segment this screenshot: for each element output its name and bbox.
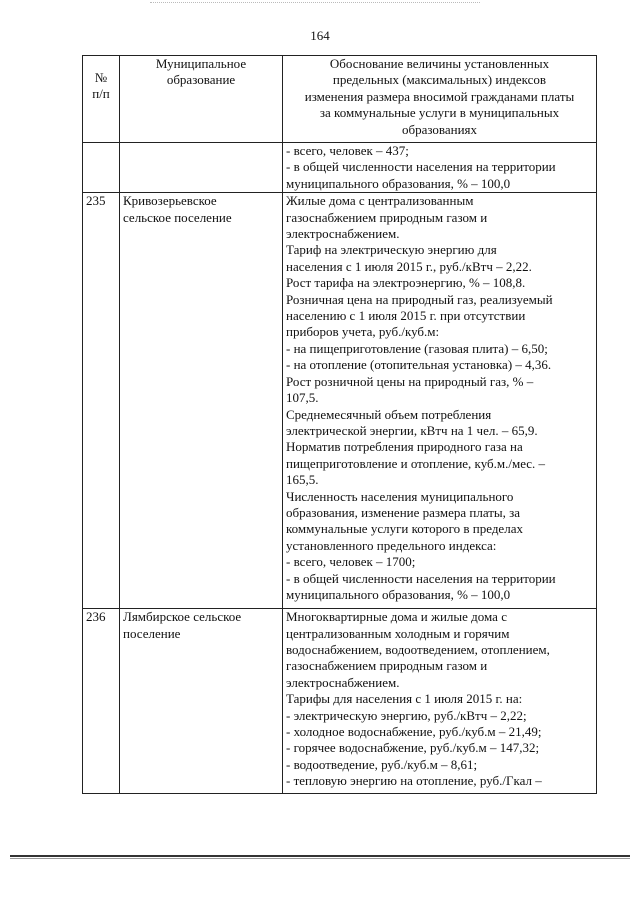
text-line: населения с 1 июля 2015 г., руб./кВтч – 2,22. xyxy=(286,258,532,274)
text-line: - на отопление (отопительная установка) – 4,36. xyxy=(286,357,552,373)
header-number-line: п/п xyxy=(92,86,110,102)
text-line: газоснабжением природным газом и xyxy=(286,209,488,225)
text-line: Рост розничной цены на природный газ, % – xyxy=(286,373,534,389)
table-row-235 xyxy=(83,193,597,609)
municipality-name-line: Лямбирское сельское xyxy=(123,609,242,625)
header-municipality xyxy=(120,56,283,143)
text-line: Тарифы для населения с 1 июля 2015 г. на: xyxy=(286,691,523,707)
header-justification xyxy=(283,56,597,143)
text-line: Многоквартирные дома и жилые дома с xyxy=(286,609,507,625)
header-number-line: № xyxy=(94,70,108,85)
text-line: электроснабжением. xyxy=(286,674,400,690)
text-line: - тепловую энергию на отопление, руб./Гкал – xyxy=(286,773,542,789)
text-line: - электрическую энергию, руб./кВтч – 2,22; xyxy=(286,707,527,723)
text-line: - холодное водоснабжение, руб./куб.м – 21,49; xyxy=(286,724,542,740)
text-line: водоснабжением, водоотведением, отоплением, xyxy=(286,642,550,658)
text-line: Жилые дома с централизованным xyxy=(286,193,474,209)
text-line: - на пищеприготовление (газовая плита) – 6,50; xyxy=(286,340,548,356)
row-number-cell: 236 xyxy=(83,609,120,794)
page-number: 164 xyxy=(310,28,330,43)
text-line: 165,5. xyxy=(286,472,319,488)
header-justification-line: за коммунальные услуги в муниципальных xyxy=(319,105,560,121)
text-line: Рост тарифа на электроэнергию, % – 108,8. xyxy=(286,275,526,291)
text-line: муниципального образования, % – 100,0 xyxy=(286,175,511,191)
municipality-name-line: поселение xyxy=(123,625,181,641)
header-justification-line: предельных (максимальных) индексов xyxy=(332,72,547,88)
text-line: Численность населения муниципального xyxy=(286,488,514,504)
row-municipality-cell xyxy=(120,193,283,609)
text-line: муниципального образования, % – 100,0 xyxy=(286,586,511,602)
row-justification-cell xyxy=(283,143,597,193)
table-row-continuation xyxy=(83,143,597,193)
table-row-236 xyxy=(83,609,597,794)
table-header-row xyxy=(83,56,597,143)
header-justification-line: образованиях xyxy=(401,121,478,137)
text-line: пищеприготовление и отопление, куб.м./мес. – xyxy=(286,455,546,471)
text-line: - в общей численности населения на территории xyxy=(286,570,556,586)
header-number xyxy=(83,56,120,143)
text-line: централизованным холодным и горячим xyxy=(286,625,510,641)
row-number-cell xyxy=(83,143,120,193)
text-line: 107,5. xyxy=(286,390,319,406)
text-line: установленного предельного индекса: xyxy=(286,537,497,553)
row-justification-cell xyxy=(283,609,597,794)
header-municipality-line: образование xyxy=(166,72,236,88)
text-line: Норматив потребления природного газа на xyxy=(286,439,523,455)
municipality-name-line: сельское поселение xyxy=(123,209,232,225)
footer-rule xyxy=(10,855,630,857)
text-line: Среднемесячный объем потребления xyxy=(286,406,492,422)
text-line: образования, изменение размера платы, за xyxy=(286,504,521,520)
text-line: электроснабжением. xyxy=(286,226,400,242)
text-line: газоснабжением природным газом и xyxy=(286,658,488,674)
text-line: коммунальные услуги которого в пределах xyxy=(286,521,523,537)
text-line: - в общей численности населения на территории xyxy=(286,159,556,175)
text-line: - водоотведение, руб./куб.м – 8,61; xyxy=(286,756,478,772)
row-municipality-cell xyxy=(120,143,283,193)
municipality-name-line: Кривозерьевское xyxy=(123,193,217,209)
text-line: - всего, человек – 437; xyxy=(286,143,409,158)
text-line: - всего, человек – 1700; xyxy=(286,554,416,570)
text-line: приборов учета, руб./куб.м: xyxy=(286,324,440,340)
text-line: населению с 1 июля 2015 г. при отсутствии xyxy=(286,308,526,324)
row-justification-cell xyxy=(283,193,597,609)
row-number-cell: 235 xyxy=(83,193,120,609)
scan-artifact-line xyxy=(150,2,480,4)
text-line: электрической энергии, кВтч на 1 чел. – 65,9. xyxy=(286,422,538,438)
row-municipality-cell xyxy=(120,609,283,794)
tariff-table xyxy=(82,55,597,794)
text-line: - горячее водоснабжение, руб./куб.м – 147,32; xyxy=(286,740,540,756)
text-line: Розничная цена на природный газ, реализуемый xyxy=(286,291,553,307)
text-line: Тариф на электрическую энергию для xyxy=(286,242,497,258)
footer-rule-thin xyxy=(10,858,630,859)
header-justification-line: Обоснование величины установленных xyxy=(329,56,550,71)
header-municipality-line: Муниципальное xyxy=(155,56,247,71)
header-justification-line: изменения размера вносимой гражданами платы xyxy=(304,88,575,104)
